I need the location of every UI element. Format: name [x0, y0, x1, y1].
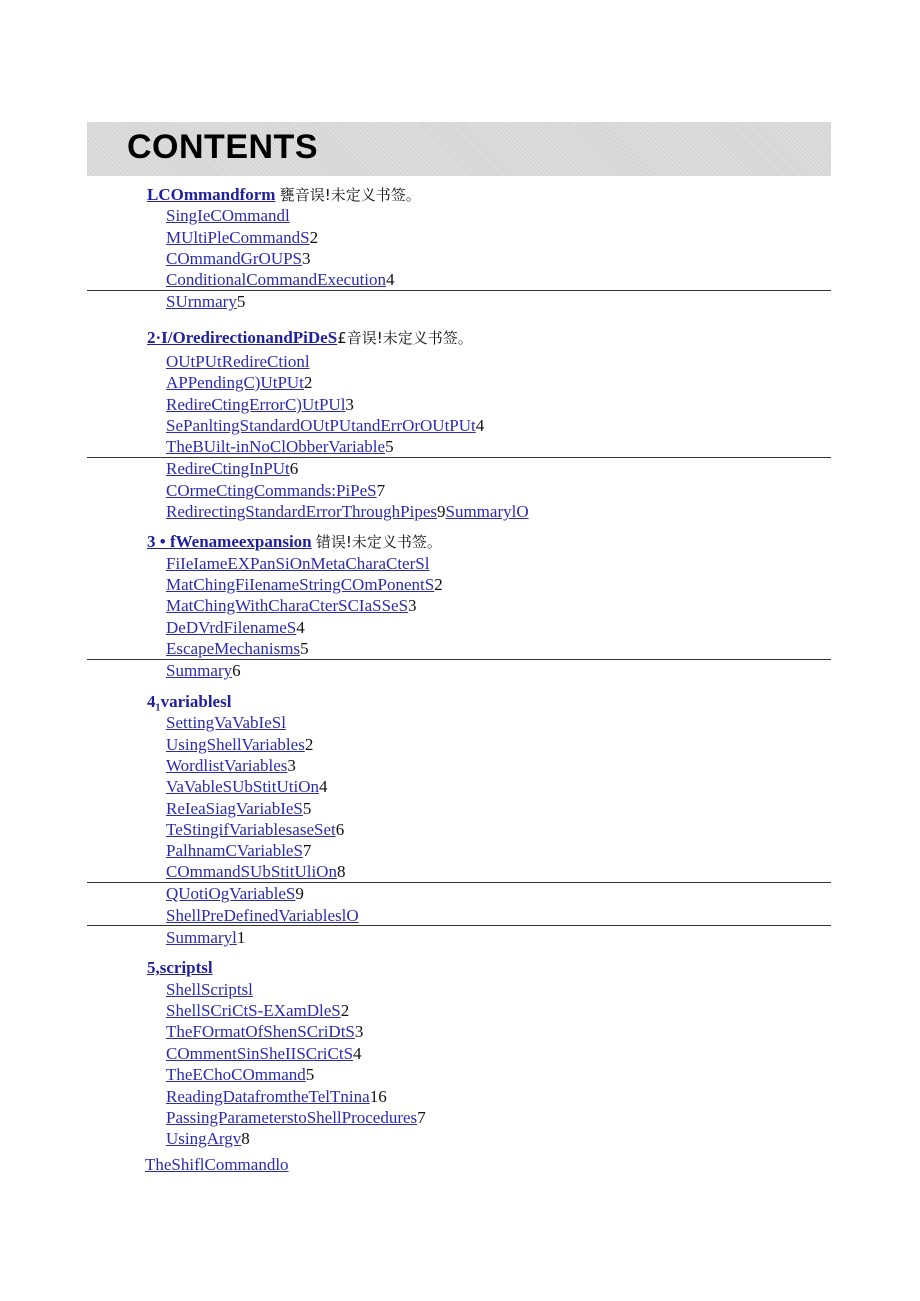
toc-entry: [166, 575, 443, 595]
page-number: 5: [385, 437, 394, 456]
toc-entry: [166, 459, 298, 479]
toc-chapter-3: [147, 532, 442, 552]
page-number: 2: [340, 1001, 350, 1020]
toc-entry: [166, 735, 313, 755]
toc-entry: [166, 799, 311, 819]
toc-entry: [166, 437, 394, 457]
toc-chapter-5: [147, 958, 213, 978]
page-number: 6: [289, 459, 299, 478]
page-number: 1: [236, 928, 246, 947]
page-number: 2: [303, 373, 313, 392]
toc-entry: [166, 841, 311, 861]
toc-link[interactable]: SePanltingStandardOUtPUtandErrOrOUtPUt: [166, 416, 476, 435]
toc-entry: [166, 980, 253, 1000]
toc-link[interactable]: TheEChoCOmmand: [166, 1065, 306, 1084]
toc-entry: [166, 928, 245, 948]
toc-link[interactable]: ReIeaSiagVariabIeS: [166, 799, 303, 818]
page-title: CONTENTS: [127, 128, 318, 166]
toc-entry: [166, 416, 484, 436]
toc-link[interactable]: VaVableSUbStitUtiOn: [166, 777, 319, 796]
toc-entry: [166, 639, 309, 659]
toc-link[interactable]: APPendingC)UtPUt: [166, 373, 304, 392]
toc-entry: [166, 1044, 362, 1064]
toc-link[interactable]: COmmentSinSheIISCriCtS: [166, 1044, 354, 1063]
toc-link[interactable]: ReadingDatafromtheTelTnina: [166, 1087, 370, 1106]
toc-link[interactable]: WordlistVariables: [166, 756, 288, 775]
toc-link[interactable]: TeStingifVariablesaseSet: [166, 820, 336, 839]
toc-entry: [166, 596, 417, 616]
toc-link[interactable]: MUltiPleCommandS: [166, 228, 310, 247]
page-number: 6: [232, 661, 241, 680]
toc-link[interactable]: TheShiflCommandlo: [145, 1155, 289, 1174]
page-number: 7: [302, 841, 312, 860]
toc-entry: [166, 862, 345, 882]
divider: [87, 290, 831, 291]
chapter-link[interactable]: 5,scriptsl: [147, 958, 213, 977]
divider: [87, 457, 831, 458]
toc-link[interactable]: COrmeCtingCommands:PiPeS: [166, 481, 377, 500]
toc-link[interactable]: Summary: [166, 661, 233, 680]
toc-entry: [166, 228, 318, 248]
toc-link[interactable]: ConditionalCommandExecution: [166, 270, 387, 289]
toc-link[interactable]: ShellPreDefinedVariableslO: [166, 906, 359, 925]
toc-entry: [166, 820, 344, 840]
page-number: 8: [336, 862, 346, 881]
toc-link[interactable]: UsingShellVariables: [166, 735, 305, 754]
toc-entry: [166, 352, 310, 372]
page-number: 2: [434, 575, 443, 594]
toc-link[interactable]: COmmandGrOUPS: [166, 249, 303, 268]
bookmark-error-note: 甕音误!未定义书签。: [279, 186, 421, 204]
toc-link[interactable]: SingIeCOmmandl: [166, 206, 290, 225]
toc-entry: [166, 206, 290, 226]
toc-entry: [166, 395, 354, 415]
toc-entry: [166, 270, 395, 290]
page-number: 2: [309, 228, 319, 247]
toc-entry: [166, 618, 305, 638]
toc-link[interactable]: PalhnamCVariableS: [166, 841, 303, 860]
toc-entry: [166, 661, 241, 681]
toc-entry: [166, 777, 328, 797]
page-number: 3: [302, 249, 311, 268]
toc-chapter-1: [147, 185, 421, 205]
bookmark-error-note: 错误!未定义书签。: [315, 533, 442, 551]
toc-entry: [166, 713, 286, 733]
toc-link[interactable]: DeDVrdFilenameS: [166, 618, 297, 637]
toc-entry: [166, 292, 245, 312]
divider: [87, 925, 831, 926]
page-number: 7: [417, 1108, 426, 1127]
toc-chapter-2: [147, 328, 473, 348]
page-number: 3: [354, 1022, 364, 1041]
toc-link[interactable]: QUotiOgVariableS: [166, 884, 296, 903]
page-number: 3: [345, 395, 354, 414]
toc-link[interactable]: EscapeMechanisms: [166, 639, 301, 658]
page-number: 4: [319, 777, 328, 796]
chapter-link[interactable]: 4₁variablesl: [147, 692, 232, 711]
toc-link[interactable]: ShellScriptsl: [166, 980, 253, 999]
toc-link[interactable]: COmmandSUbStitUliOn: [166, 862, 337, 881]
toc-entry: [166, 249, 311, 269]
page-number: 5: [300, 639, 309, 658]
toc-entry: [166, 554, 429, 574]
page-number: 4: [386, 270, 395, 289]
toc-entry: [166, 373, 312, 393]
toc-entry: [166, 481, 385, 501]
chapter-link[interactable]: 2·I/OredirectionandPiDeS: [147, 328, 338, 347]
toc-entry: [166, 1087, 387, 1107]
divider: [87, 882, 831, 883]
page-number: 5: [302, 799, 312, 818]
toc-entry: [145, 1155, 289, 1175]
page-number: 4: [296, 618, 305, 637]
bookmark-error-note: £音误!未定义书签。: [337, 329, 473, 347]
toc-entry: [166, 1065, 314, 1085]
chapter-link[interactable]: LCOmmandform: [147, 185, 276, 204]
toc-link[interactable]: RedirectingStandardErrorThroughPipes: [166, 502, 437, 521]
toc-entry: [166, 1022, 363, 1042]
toc-entry: [166, 1129, 250, 1149]
toc-entry: [166, 884, 304, 904]
toc-link[interactable]: SUrnmary: [166, 292, 237, 311]
chapter-link[interactable]: 3 • fWenameexpansion: [147, 532, 312, 551]
toc-link[interactable]: RedireCtingErrorC)UtPUl: [166, 395, 346, 414]
page-number: 2: [304, 735, 314, 754]
page-number: 5: [305, 1065, 315, 1084]
page-number: 3: [287, 756, 296, 775]
toc-chapter-4: [147, 692, 231, 712]
page-number: 6: [335, 820, 345, 839]
toc-link[interactable]: TheBUilt-inNoClObberVariable: [166, 437, 386, 456]
page-number: 8: [241, 1129, 250, 1148]
toc-link[interactable]: Summaryl: [166, 928, 237, 947]
toc-link[interactable]: SummarylO: [445, 502, 529, 521]
page-number: 9: [295, 884, 304, 903]
toc-link[interactable]: UsingArgv: [166, 1129, 242, 1148]
contents-banner: [87, 122, 831, 176]
toc-link[interactable]: FiIeIameEXPanSiOnMetaCharaCterSl: [166, 554, 430, 573]
divider: [87, 659, 831, 660]
toc-link[interactable]: SettingVaVabIeSl: [166, 713, 286, 732]
toc-link[interactable]: OUtPUtRedireCtionl: [166, 352, 310, 371]
toc-entry: [166, 502, 529, 522]
page-number: 16: [369, 1087, 387, 1106]
page-number: 3: [408, 596, 417, 615]
page-number: 4: [475, 416, 485, 435]
toc-link[interactable]: RedireCtingInPUt: [166, 459, 290, 478]
page-number: 7: [376, 481, 386, 500]
page-number: 9: [437, 502, 446, 521]
toc-link[interactable]: MatChingWithCharaCterSCIaSSeS: [166, 596, 409, 615]
toc-link[interactable]: PassingParameterstoShellProcedures: [166, 1108, 418, 1127]
toc-link[interactable]: MatChingFiIenameStringCOmPonentS: [166, 575, 435, 594]
page-number: 5: [236, 292, 246, 311]
toc-link[interactable]: TheFOrmatOfShenSCriDtS: [166, 1022, 355, 1041]
page-number: 4: [353, 1044, 362, 1063]
toc-entry: [166, 1001, 349, 1021]
toc-entry: [166, 756, 296, 776]
toc-link[interactable]: ShellSCriCtS-EXamDleS: [166, 1001, 341, 1020]
toc-entry: [166, 1108, 426, 1128]
toc-entry: [166, 906, 359, 926]
